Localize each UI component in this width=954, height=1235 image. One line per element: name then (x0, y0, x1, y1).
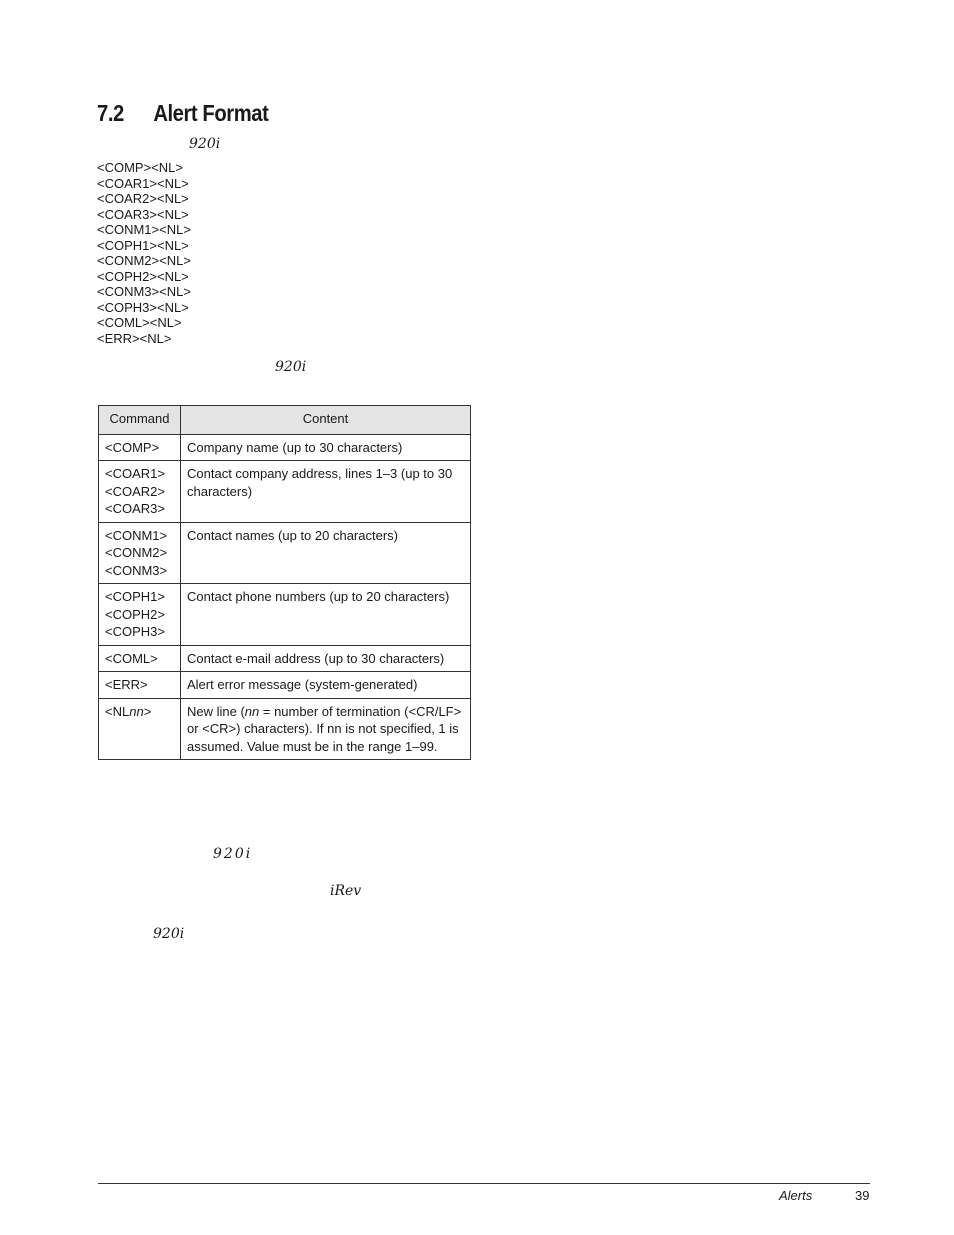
command-suffix: > (143, 703, 152, 719)
command-code: <COAR1> (105, 466, 165, 481)
command-cell (99, 698, 181, 760)
table-row (99, 672, 471, 699)
command-cell (99, 434, 181, 461)
format-code: <COPH1><NL> (97, 237, 189, 253)
command-cell (99, 522, 181, 584)
table-row (99, 698, 471, 760)
footer-rule (98, 1183, 870, 1184)
content-cell: Company name (up to 30 characters) (181, 434, 471, 461)
table-row (99, 434, 471, 461)
header-content: Content (181, 406, 471, 435)
command-cell (99, 461, 181, 523)
section-title: Alert Format (153, 100, 269, 126)
model-ref-intro: 920i (189, 136, 221, 152)
model-ref-para2: iRev (330, 883, 362, 899)
table-header-row (99, 406, 471, 435)
footer-section: Alerts (779, 1188, 813, 1203)
format-code: <CONM3><NL> (97, 284, 191, 299)
format-code: <COAR2><NL> (97, 191, 189, 206)
content-cell: Alert error message (system-generated) (181, 672, 471, 699)
table-row (99, 584, 471, 646)
command-code: <COAR2> (105, 483, 165, 499)
content-cell: Contact company address, lines 1–3 (up to 30 characters) (181, 461, 471, 523)
content-prefix: New line ( (187, 703, 245, 719)
content-suffix: = number of termination (<CR/LF> or <CR>) characters). If nn is not specified, 1 is assumed. Value must be in the range 1–99. (187, 703, 462, 754)
command-code: <COMP> (105, 439, 160, 455)
content-cell: Contact phone numbers (up to 20 characters) (181, 584, 471, 646)
command-code: <CONM2> (105, 545, 168, 560)
model-ref-para1: 920i (213, 846, 253, 862)
format-code: <CONM1><NL> (97, 222, 191, 237)
model-ref-after-list: 920i (275, 359, 307, 375)
section-number: 7.2 (97, 100, 124, 126)
section-heading (97, 100, 268, 127)
format-code: <COPH2><NL> (97, 268, 189, 284)
table-row (99, 522, 471, 584)
model-ref-para3: 920i (153, 926, 185, 942)
command-code: <COPH3> (105, 624, 165, 639)
header-command: Command (99, 406, 181, 435)
command-code: <COAR3> (105, 501, 165, 516)
command-code: <COPH1> (105, 589, 165, 604)
command-code: <COML> (105, 650, 158, 666)
format-code: <COAR1><NL> (97, 175, 189, 191)
page-number: 39 (855, 1188, 870, 1203)
command-code: <CONM1> (105, 527, 168, 543)
command-prefix: <NL (105, 703, 130, 719)
command-cell (99, 645, 181, 672)
content-cell: Contact e-mail address (up to 30 characters) (181, 645, 471, 672)
format-code: <COML><NL> (97, 315, 182, 330)
format-code: <COMP><NL> (97, 160, 183, 175)
format-code: <ERR><NL> (97, 330, 172, 346)
content-italic: nn (244, 703, 260, 719)
table-row (99, 461, 471, 523)
format-code: <COPH3><NL> (97, 299, 189, 315)
command-cell (99, 672, 181, 699)
command-code: <ERR> (105, 677, 148, 692)
command-code: <CONM3> (105, 562, 168, 578)
table-row (99, 645, 471, 672)
format-code: <CONM2><NL> (97, 253, 191, 268)
command-code: <COPH2> (105, 606, 165, 622)
content-cell: Contact names (up to 20 characters) (181, 522, 471, 584)
alert-format-table (98, 405, 471, 760)
command-italic: nn (129, 703, 144, 719)
content-cell (181, 698, 471, 760)
format-code: <COAR3><NL> (97, 206, 189, 222)
format-code-list (97, 160, 191, 346)
command-cell (99, 584, 181, 646)
